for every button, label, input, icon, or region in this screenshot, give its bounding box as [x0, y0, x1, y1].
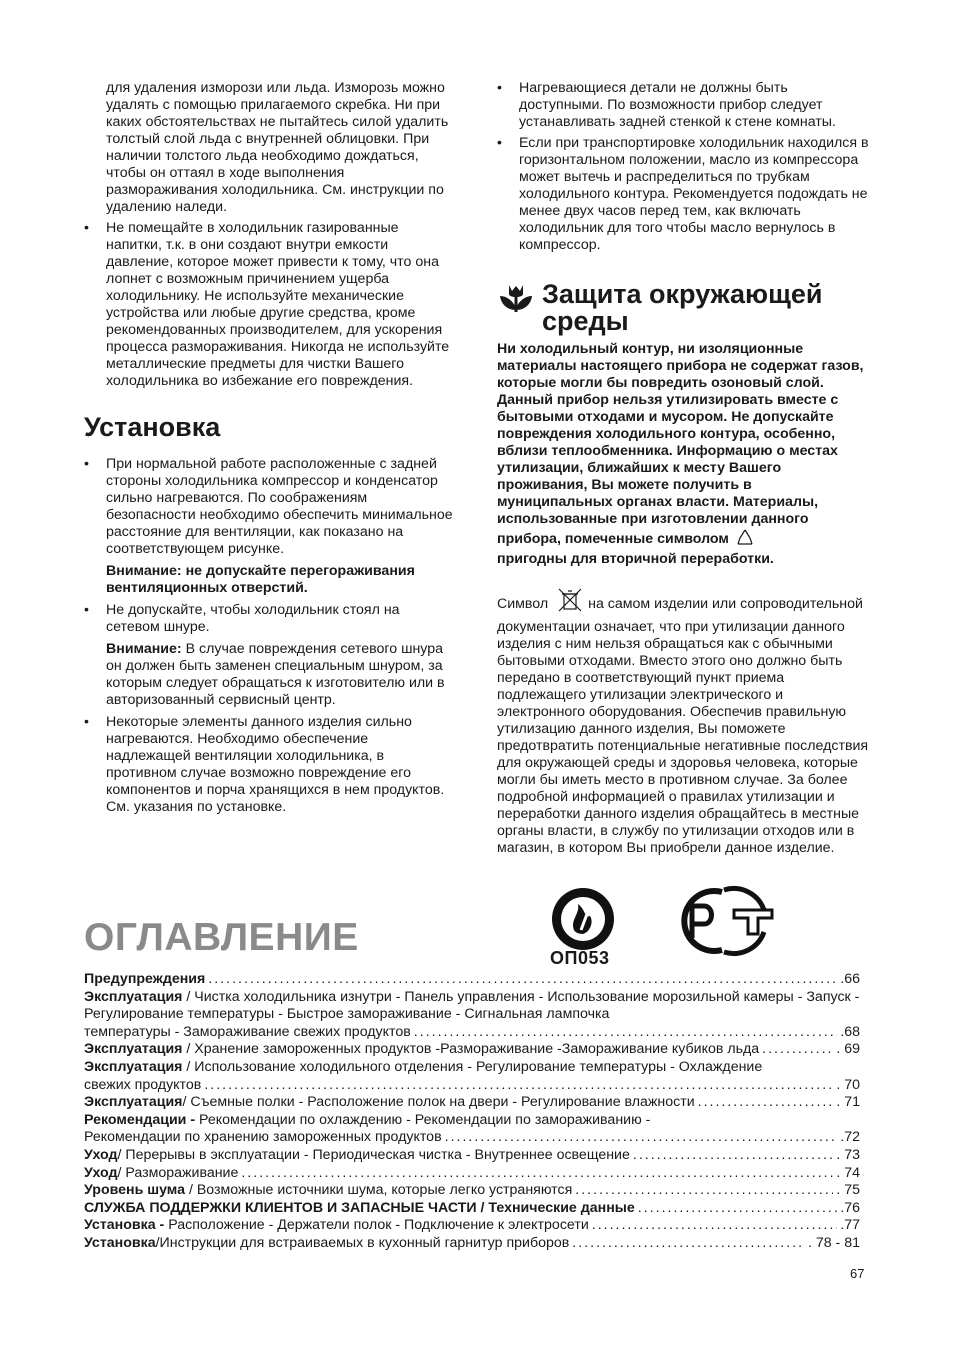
toc-leader: [204, 1077, 833, 1095]
toc-leader: [572, 1235, 805, 1253]
toc-entry-section: Уход: [84, 1164, 118, 1181]
toc-entry[interactable]: [84, 1094, 860, 1112]
toc-entry-section: Эксплуатация: [84, 988, 183, 1005]
cert-flame-logo: [550, 886, 616, 952]
certification-logos: [548, 884, 788, 974]
toc-leader: [633, 1147, 833, 1165]
toc-entry-topics: / Чистка холодильника изнутри - Панель управления - Использование морозильной камеры - Запуск - Регулирование температуры - Быстрое замораживание - Сигнальная лампочка: [84, 988, 860, 1023]
warning-power-cord: [84, 641, 456, 709]
toc-page-number: . 75: [836, 1182, 860, 1199]
toc-entry-text: [84, 1182, 572, 1200]
toc-leader: [241, 1165, 833, 1183]
toc-page-number: . 73: [836, 1146, 860, 1163]
flower-icon: [497, 282, 535, 319]
toc-page-number: .68: [840, 1023, 860, 1040]
toc-leader: [208, 971, 837, 989]
toc-entry-section: Установка: [84, 1234, 156, 1251]
toc-entry-text: [84, 971, 205, 989]
toc-page-number: . 71: [836, 1094, 860, 1111]
toc-entry-section: Уровень шума: [84, 1182, 186, 1199]
crossed-bin-icon: [556, 586, 584, 619]
toc-entry-text: [84, 1112, 860, 1130]
toc-entry[interactable]: [84, 1182, 860, 1200]
toc-entry[interactable]: [84, 1200, 860, 1218]
toc-entry-topics: Расположение - Держатели полок - Подключение к электросети: [164, 1217, 589, 1234]
toc-entry-topics: / Использование холодильного отделения - Регулирование температуры - Охлаждение: [182, 1058, 763, 1075]
toc-page-number: .77: [840, 1217, 860, 1234]
toc-entry-text: [84, 1041, 759, 1059]
toc-entry-text: [84, 1235, 569, 1253]
bullet-transport: • Если при транспортировке холодильник находился в горизонтальном положении, масло из компрессора может вытечь и распределиться по трубкам холодильного контура. Рекомендуется подождать не менее двух часов перед тем, как включать холодильник для того чтобы масло вернулось в компрессор.: [497, 135, 871, 254]
toc-entry-topics: / Перерывы в эксплуатации - Периодическая чистка - Внутреннее освещение: [117, 1146, 630, 1163]
symbol-paragraph: [497, 586, 871, 857]
toc-entry-section: Установка -: [84, 1217, 165, 1234]
toc-entry-section: Эксплуатация: [84, 1058, 183, 1075]
warning-text: В случае повреждения сетевого шнура он должен быть заменен специальным шнуром, за которым следует обращаться к изготовителю или в авторизованный сервисный центр.: [106, 641, 445, 708]
toc-entry-section: Рекомендации -: [84, 1111, 196, 1128]
toc-entry-text: [84, 1059, 860, 1077]
page-number: 67: [850, 1266, 865, 1281]
toc-entry[interactable]: [84, 1217, 860, 1235]
toc-entry-section: Эксплуатация: [84, 1041, 183, 1058]
toc-title: ОГЛАВЛЕНИЕ: [84, 916, 359, 959]
toc-page-number: . 74: [836, 1164, 860, 1181]
toc-leader: [592, 1217, 838, 1235]
left-column: [84, 80, 456, 816]
gost-r-logo: [672, 884, 784, 958]
toc-entry-topics: Рекомендации по охлаждению - Рекомендации по замораживанию -: [195, 1111, 651, 1128]
env-bold-tail: пригодны для вторичной переработки.: [497, 551, 774, 567]
warning-ventilation: Внимание: не допускайте перегораживания вентиляционных отверстий.: [106, 563, 415, 596]
toc-entry[interactable]: [84, 1165, 860, 1183]
env-heading-line2: среды: [542, 306, 629, 336]
bullet-hot-parts-access: • Нагревающиеся детали не должны быть доступными. По возможности прибор следует устанавливать задней стенкой к стене комнаты.: [497, 80, 871, 131]
env-heading: [497, 280, 871, 340]
symbol-word: Символ: [497, 596, 549, 612]
toc-page-number: . 69: [836, 1041, 860, 1058]
toc-leader: [762, 1041, 833, 1059]
toc-entry-section: Предупреждения: [84, 971, 206, 987]
toc-entry-text: [84, 1147, 630, 1165]
cert-code: ОП053: [550, 948, 610, 968]
toc-entry-text: [84, 1165, 238, 1183]
toc-leader: [445, 1129, 838, 1147]
warning-label: Внимание:: [106, 641, 182, 657]
toc-page-number: . 70: [836, 1076, 860, 1093]
intro-paragraph: для удаления изморози или льда. Изморозь можно удалять с помощью прилагаемого скребка. Ни при каких обстоятельствах не пытайтесь силой удалить толстый слой льда с внутренней облицовки. При наличии толстого льда необходимо дождаться, чтобы он оттаял в ходе выполнения размораживания холодильника. См. инструкции по удалению наледи.: [106, 80, 449, 215]
toc-entry-topics: /Инструкции для встраиваемых в кухонный гарнитур приборов: [155, 1234, 570, 1251]
toc-leader: [638, 1200, 837, 1218]
env-bold-text: Ни холодильный контур, ни изоляционные материалы настоящего прибора не содержат газов, которые могли бы повредить озоновый слой. Данный прибор нельзя утилизировать вместе с бытовыми отходами и мусором. Не допускайте повреждения холодильного контура, особенно, вблизи теплообменника. Информацию о местах утилизации, ближайших к месту Вашего проживания, Вы можете получить в муниципальных органах власти. Материалы, использованные при изготовлении данного прибора, помеченные символом: [497, 341, 864, 547]
toc-leader: [575, 1182, 833, 1200]
toc-entry-text: [84, 989, 860, 1024]
toc-entry-section: Эксплуатация: [84, 1094, 183, 1111]
toc-entry[interactable]: [84, 1112, 860, 1147]
toc-entry-text: [84, 1200, 635, 1218]
toc-page-number: .72: [840, 1129, 860, 1146]
install-heading: Установка: [84, 412, 221, 442]
bullet-power-cord: • Не допускайте, чтобы холодильник стоял на сетевом шнуре.: [84, 602, 456, 636]
toc-entry-text: [84, 1217, 589, 1235]
toc-entry[interactable]: [84, 1147, 860, 1165]
symbol-text: на самом изделии или сопроводительной документации означает, что при утилизации данного изделия с ним нельзя обращаться как с обычными бытовыми отходами. Вместо этого оно должно быть передано в соответствующий пункт приема подлежащего утилизации электрического и электронного оборудования. Обеспечив правильную утилизацию данного изделия, Вы поможете предотвратить потенциальные негативные последствия для окружающей среды и здоровья человека, которые могли бы иметь место в противном случае. За более подробной информацией о правилах утилизации и переработки данного изделия обращайтесь в местные органы власти, в службу по утилизации отходов или в магазин, в котором Вы приобрели данное изделие.: [497, 596, 869, 856]
toc-entry-topics-cont: свежих продуктов: [84, 1076, 202, 1093]
bullet-carbonated-drinks: • Не помещайте в холодильник газированные напитки, т.к. в они создают внутри емкости давление, которое может привести к тому, что она лопнет с возможным причинением ущерба холодильнику. Не используйте механические устройства или любые другие средства, кроме рекомендованных производителем, для ускорения процесса размораживания. Никогда не используйте металлические предметы для чистки Вашего холодильника во избежание его повреждения.: [84, 220, 456, 390]
recycle-icon: [735, 528, 755, 551]
toc-entry-topics: / Хранение замороженных продуктов -Размораживание -Замораживание кубиков льда: [182, 1041, 760, 1058]
toc-leader: [698, 1094, 834, 1112]
table-of-contents: [84, 971, 860, 1253]
bullet-hot-parts: • Некоторые элементы данного изделия сильно нагреваются. Необходимо обеспечение надлежащей вентиляции холодильника, в противном случае возможно повреждение его компонентов и порча хранящихся в нем продуктов. См. указания по установке.: [84, 714, 456, 816]
toc-entry[interactable]: [84, 971, 860, 989]
env-heading-line1: Защита окружающей: [542, 279, 823, 309]
toc-entry[interactable]: [84, 1235, 860, 1253]
env-bold-paragraph: [497, 341, 871, 568]
toc-page-number: .66: [840, 971, 860, 987]
toc-leader: [414, 1024, 837, 1042]
toc-entry[interactable]: [84, 989, 860, 1042]
toc-page-number: .76: [840, 1199, 860, 1216]
toc-entry[interactable]: [84, 1041, 860, 1059]
toc-entry-topics: / Размораживание: [117, 1164, 239, 1181]
toc-entry-text: [84, 1094, 695, 1112]
toc-entry-topics: / Съемные полки - Расположение полок на двери - Регулирование влажности: [182, 1094, 695, 1111]
toc-entry-section: СЛУЖБА ПОДДЕРЖКИ КЛИЕНТОВ И ЗАПАСНЫЕ ЧАСТИ / Технические данные: [84, 1199, 635, 1216]
toc-entry[interactable]: [84, 1059, 860, 1094]
toc-page-number: . 78 - 81: [807, 1234, 860, 1251]
right-column: [497, 80, 871, 857]
toc-entry-section: Уход: [84, 1146, 118, 1163]
toc-entry-topics-cont: температуры - Замораживание свежих продуктов: [84, 1023, 411, 1040]
toc-entry-topics: / Возможные источники шума, которые легко устраняются: [185, 1182, 573, 1199]
toc-entry-topics-cont: Рекомендации по хранению замороженных продуктов: [84, 1129, 442, 1146]
bullet-compressor: • При нормальной работе расположенные с задней стороны холодильника компрессор и конденсатор сильно нагреваются. По соображениям безопасности необходимо обеспечить минимальное расстояние для вентиляции, как показано на соответствующем рисунке.: [84, 456, 456, 558]
